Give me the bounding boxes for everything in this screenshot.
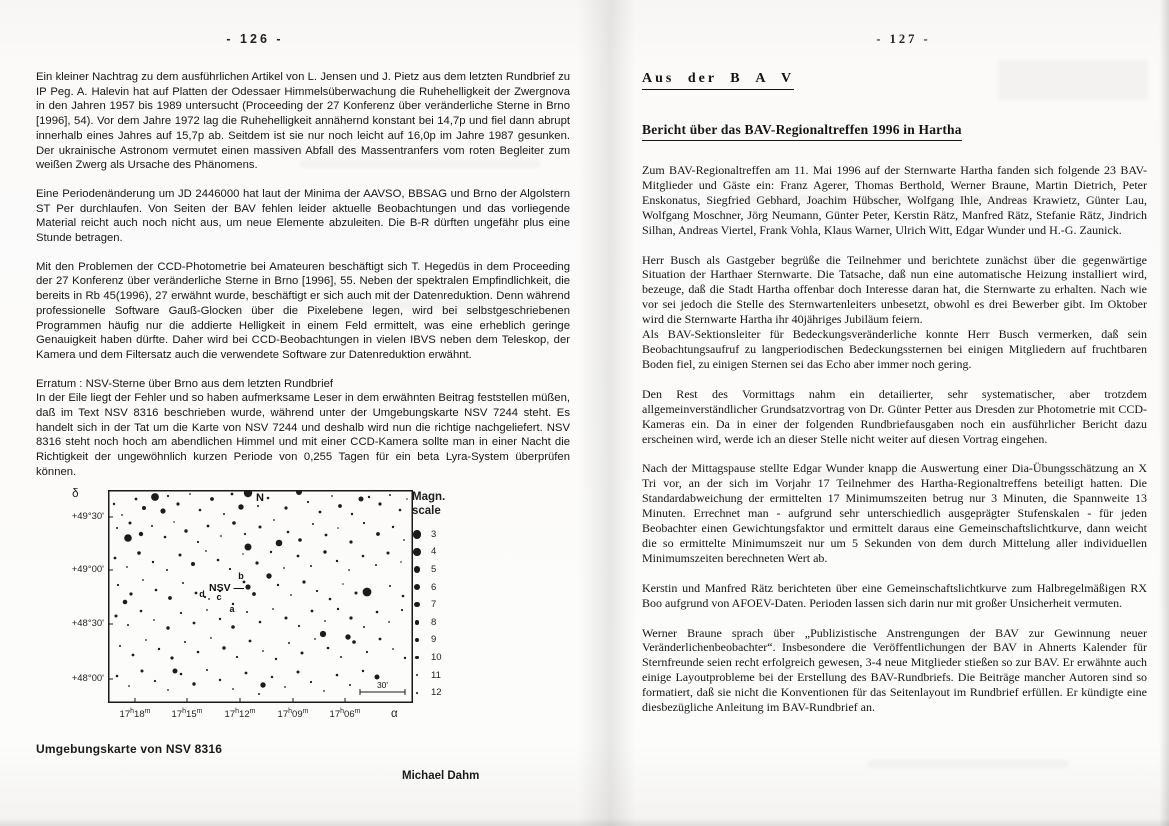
paragraph: Mit den Problemen der CCD-Photometrie bei Amateuren beschäftigt sich T. Hegedüs in dem Proceeding der 27 Konferenz über veränderliche Sterne in Brno [1996], 55. Neben der spektralen Empfindlichkeit, die bereits in Rb 45(1996), 27 erwähnt wurde, beschäftigt er sich auch mit der Datenreduktion. Denn während professionelle Software Gauß-Glocken über die Pixelebene legen, wird bei selbstgeschriebenen Programmen häufig nur die addierte Helligkeit in einem Feld ermittelt, was eine erheblich geringe Genauigkeit haben dürfte. Daher wird bei CCD-Beobachtungen in vielen IBVS neben dem Teleskop, der Kamera und dem Filtersatz auch die verwendete Software zur Datenreduktion erwähnt. [36, 260, 570, 361]
chart-annotation: c [216, 591, 222, 602]
magnitude-value: 6 [431, 581, 437, 593]
section-title: Aus der B A V [642, 71, 794, 90]
bleed-through-artifact [868, 760, 1068, 768]
star-chart-canvas [108, 490, 413, 703]
page-gutter-shadow [578, 0, 636, 826]
legend-row [412, 631, 445, 649]
legend-row [412, 614, 445, 632]
paragraph: Den Rest des Vormittags nahm ein detailierter, sehr systematischer, aber trotzdem allgemeinverständlicher Grundsatzvortrag von Dr. Günter Petter aus Dresden zur Photometrie mit CCD-Kameras ein. Da in einer der folgenden Rundbriefausgaben noch ein ausführlicher Bericht dazu erscheinen wird, werde ich an dieser Stelle nicht weiter auf diesen Vortrag eingehen. [642, 386, 1147, 446]
erratum-section [36, 377, 570, 480]
right-ascension-tick-label: 17$^h$15$^m$ [171, 707, 203, 720]
legend-title-line1: Magn. [412, 490, 446, 503]
magnitude-dot-icon [412, 638, 422, 642]
magnitude-dot-icon [412, 602, 422, 607]
legend-title-line2: scale [412, 504, 441, 517]
paragraph: Werner Braune sprach über „Publizistische Anstrengungen der BAV zur Gewinnung neuer Veränderlichenbeobachter“. Insbesondere die Veröffentlichungen der BAV in Ahnerts Kalender für Sternfreunde seien recht erfolgreich gewesen, 3-4 neue Mitglieder stießen so zur BAV. Er erwähnte auch einige Layoutprobleme bei der Erstellung des BAV-Rundbriefs. Die Beiträge mancher Autoren sind so formatiert, daß sie nicht die Konventionen für das Seitenlayout im Rundbrief erfüllen. Er kündigte eine diesbezügliche Anleitung im BAV-Rundbrief an. [642, 625, 1147, 715]
magnitude-dot-icon [412, 674, 422, 676]
paragraph: Herr Busch als Gastgeber begrüße die Teilnehmer und berichtete zunächst über die gegenwärtige Situation der Harthaer Sternwarte. Die Tatsache, daß nun eine automatische Heizung installiert wird, bezeuge, daß die Stadt Hartha offenbar doch Interesse daran hat, die Sternwarte zu erhalten. Nach wie vor sei jedoch die Stelle des Sternwartenleiters unbesetzt, obwohl es drei Bewerber gibt. Im Oktober wird die Sternwarte Hartha ihr 40jähriges Jubiläum feiern. [642, 252, 1147, 327]
left-body-text [36, 70, 570, 480]
legend-row [412, 666, 445, 684]
legend-row [412, 561, 445, 579]
legend-row [412, 596, 445, 614]
right-ascension-tick-label: 17$^h$09$^m$ [277, 707, 309, 720]
right-paragraphs [642, 163, 1147, 715]
legend-row [412, 684, 445, 702]
article-title: Bericht über das BAV-Regionaltreffen 1996 in Hartha [642, 122, 962, 141]
paragraph: Zum BAV-Regionaltreffen am 11. Mai 1996 auf der Sternwarte Hartha fanden sich folgende 23 BAV-Mitglieder und Gäste ein: Franz Agerer, Thomas Berthold, Werner Braune, Martin Dietrich, Peter Enskonatus, Siegfried Gebhard, Joachim Hübscher, Wolfgang Ihle, Andreas Krawietz, Günter Lau, Wolfgang Moschner, Jörg Neumann, Günter Peter, Kerstin Rätz, Manfred Rätz, Stefanie Rätz, Jindrich Silhan, Andreas Viertel, Frank Vohla, Klaus Warner, Ulrich Witt, Edgar Wunder und H.-G. Zaunick. [642, 163, 1147, 237]
legend-row [412, 578, 445, 596]
chart-annotation: N [256, 491, 264, 504]
magnitude-value: 8 [431, 616, 437, 628]
paragraph: Nach der Mittagspause stellte Edgar Wunder knapp die Auswertung einer Dia-Übungsschätzung an X Tri vor, an der sich im Vorjahr 17 Teilnehmer des Hartha-Regionaltreffens beteiligt hatten. Die Standardabweichung der ermittelten 17 Minimumszeiten betrug nur 3 Minuten, die Spannweite 13 Minuten. Errechnet man - aufgrund sehr unterschiedlich ausgeprägter Stufenskalen - für jeden Beobachter einen Gewichtungsfaktor und ermittelt daraus eine Gemeinschaftslichtkurve, dann weicht die so ermittelte Minimumszeit nur um 5 Sekunden von dem durch Mittelung aller individuellen Minimumszeiten berechneten Wert ab. [642, 461, 1147, 565]
magnitude-dot-icon [412, 692, 422, 694]
magnitude-value: 12 [431, 687, 442, 699]
erratum-body: In der Eile liegt der Fehler und so haben aufmerksame Leser in dem erwähnten Beitrag feststellen müßen, daß im Text NSV 8316 beschrieben wurde, während unter der Umgebungskarte NSV 7244 steht. Es handelt sich in der Tat um die Karte von NSV 7244 und deshalb wird nun die richtige nachgeliefert. NSV 8316 steht noch hoch am abendlichen Himmel und mit einer CCD-Kamera sollte man in einer Nacht die Richtigkeit der ungewöhnlich kurzen Periode von 0,255 Tagen für ein beta Lyra-System überprüfen können. [36, 392, 570, 478]
chart-annotation: d [199, 588, 205, 599]
left-paragraphs [36, 70, 570, 363]
magnitude-value: 10 [431, 652, 442, 664]
magnitude-dot-icon [412, 656, 422, 659]
legend-row [412, 649, 445, 667]
legend-row [412, 526, 445, 544]
magnitude-value: 3 [431, 528, 437, 540]
magnitude-value: 11 [431, 669, 441, 681]
declination-tick-label: +48°30' [71, 617, 104, 629]
magnitude-value: 9 [431, 634, 437, 646]
magnitude-dot-icon [412, 566, 422, 573]
declination-tick-label: +49°00' [71, 563, 104, 575]
page-127 [618, 0, 1169, 826]
paragraph: Als BAV-Sektionsleiter für Bedeckungsveränderliche konnte Herr Busch vermerken, daß sein Beobachtungsaufruf zu langperiodischen Bedeckungssternen bei einigen Mitgliedern auf fruchtbaren Boden fiel, zu einigen Sternen sei das Echo aber immer noch gering. [642, 327, 1147, 371]
chart-annotation: b [238, 570, 244, 581]
author-name: Michael Dahm [402, 769, 480, 782]
paragraph: Eine Periodenänderung um JD 2446000 hat laut der Minima der AAVSO, BBSAG und Brno der Algolstern ST Per durchlaufen. Von Seiten der BAV fehlen leider aktuelle Beobachtungen und das vorliegende Material reicht auch noch nicht aus, um neue Elemente abzuleiten. Die B-R dürften ungefähr plus eine Stunde betragen. [36, 187, 570, 245]
erratum-title: Erratum : NSV-Sterne über Brno aus dem letzten Rundbrief [36, 377, 334, 390]
page-number-right: - 127 - [876, 32, 931, 46]
right-ascension-tick-label: 17$^h$06$^m$ [329, 707, 361, 720]
magnitude-value: 7 [431, 599, 437, 611]
declination-tick-label: +48°00' [71, 672, 104, 684]
scan-edge-shadow [1159, 0, 1169, 826]
finder-chart [0, 484, 600, 734]
right-ascension-tick-label: 17$^h$12$^m$ [224, 707, 256, 720]
legend-rows [412, 526, 445, 702]
magnitude-dot-icon [412, 548, 422, 556]
right-body [642, 47, 1147, 715]
chart-annotation: NSV — [208, 581, 244, 594]
magnitude-legend [412, 490, 445, 702]
legend-row [412, 543, 445, 561]
scale-bar-label: 30' [376, 679, 389, 690]
legend-title [412, 490, 445, 518]
paragraph: Ein kleiner Nachtrag zu dem ausführlichen Artikel von L. Jensen und J. Pietz aus dem letzten Rundbrief zu IP Peg. A. Halevin hat auf Platten der Odessaer Himmelsüberwachung die Ruhehelligkeit der Zwergnova in den Jahren 1957 bis 1989 untersucht (Proceeding der 27 Konferenz über veränderliche Sterne in Brno [1996], 54). Vor dem Jahre 1972 lag die Ruhehelligkeit annähernd konstant bei 14,7p und fiel dann abrupt innerhalb eines Jahres auf 15,7p ab. Seitdem ist sie nur noch leicht auf 16,0p im Jahre 1987 gesunken. Der ukrainische Astronom vermutet einen massiven Abfall des Massentranfers vom roten Begleiter zum weißen Zwerg als Ursache des Phänomens. [36, 71, 570, 172]
right-ascension-axis-label: α [391, 707, 398, 720]
page-number-left: - 126 - [226, 32, 284, 46]
magnitude-dot-icon [412, 530, 422, 538]
scan-edge-shadow [0, 818, 1169, 826]
paragraph: Kerstin und Manfred Rätz berichteten über eine Gemeinschaftslichtkurve zum Halbregelmäßigen RX Boo aufgrund von AFOEV-Daten. Perioden lassen sich darin nur mit großer Unsicherheit vermuten. [642, 580, 1147, 610]
magnitude-value: 4 [431, 546, 437, 558]
declination-axis-label: δ [72, 485, 79, 500]
magnitude-dot-icon [412, 584, 422, 590]
chart-caption: Umgebungskarte von NSV 8316 [36, 741, 223, 756]
magnitude-dot-icon [412, 620, 422, 625]
right-ascension-tick-label: 17$^h$18$^m$ [119, 707, 151, 720]
magnitude-value: 5 [431, 564, 437, 576]
chart-annotation: a [229, 603, 235, 614]
declination-tick-label: +49°30' [71, 510, 104, 522]
